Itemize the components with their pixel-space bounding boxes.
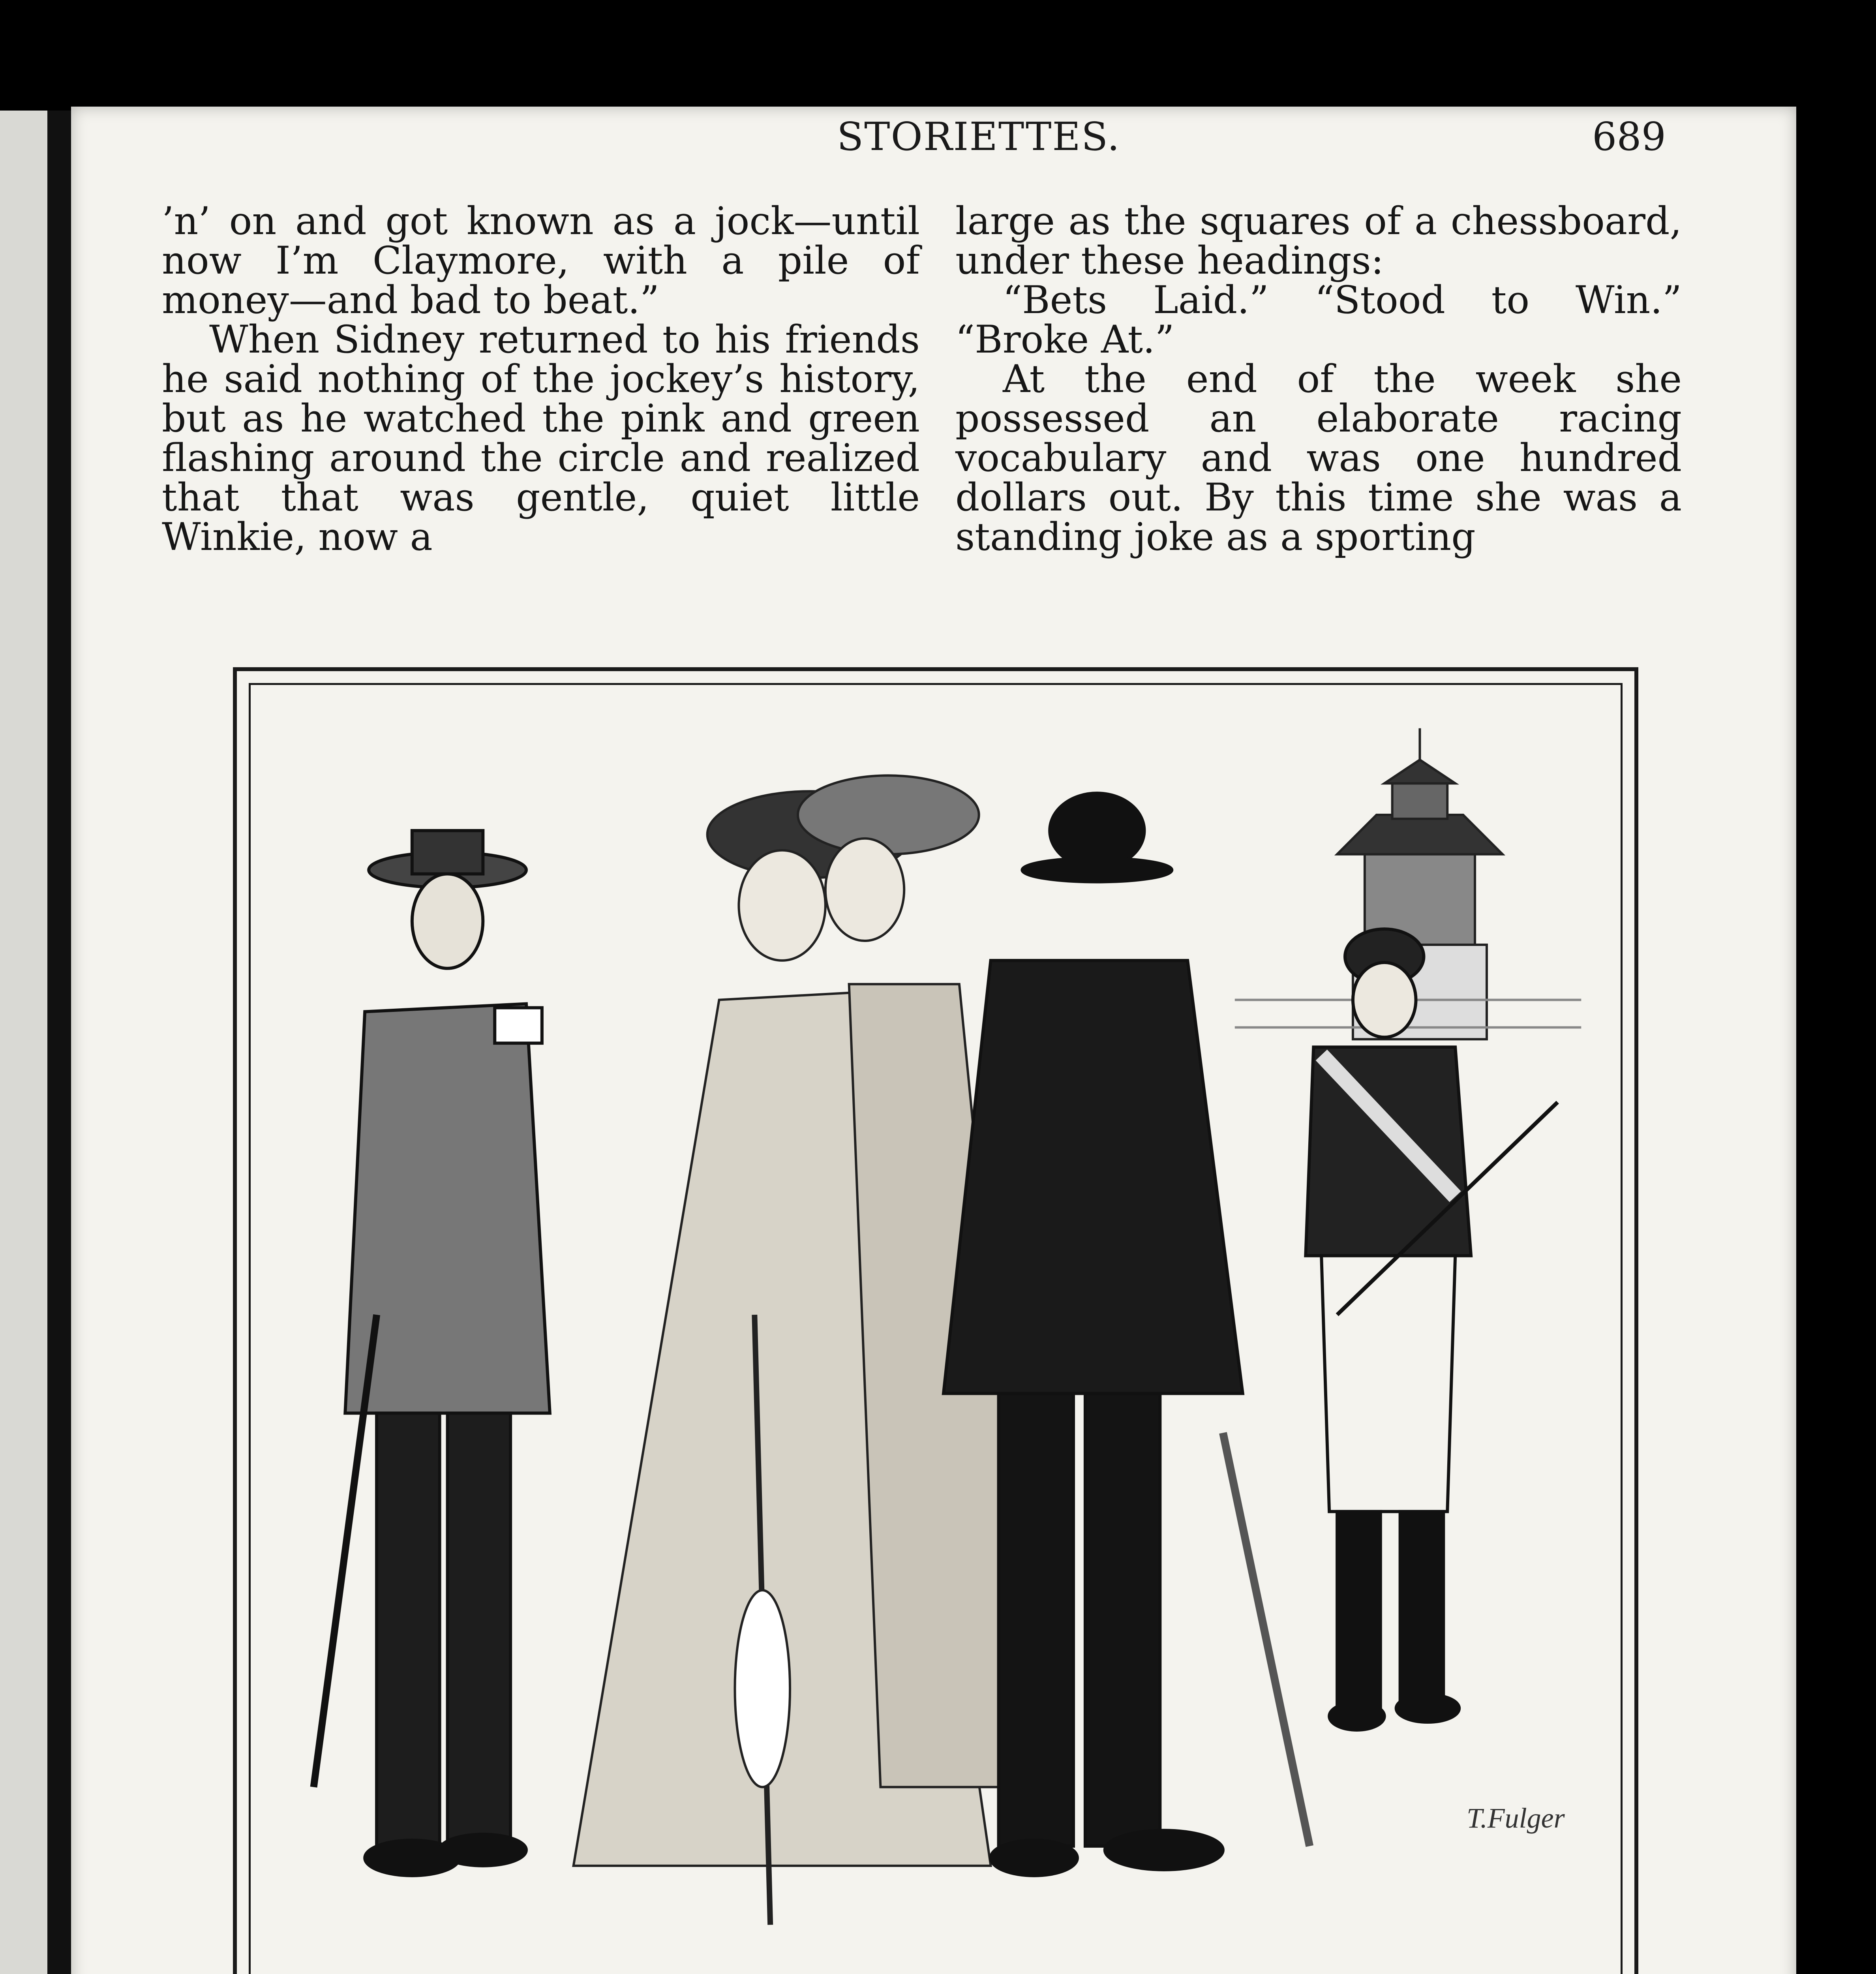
paragraph: At the end of the week she possessed an elaborate racing vocabulary and was one hundred dollars out. By this time she was a standing joke as a sporting <box>955 357 1682 559</box>
top-right-column <box>955 201 1682 636</box>
gutter-shadow <box>47 111 71 1974</box>
running-title: STORIETTES. <box>837 114 1120 159</box>
paragraph: When Sidney returned to his friends he said nothing of the jockey’s history, but as he watched the pink and green flashing around the circle and realized that that was gentle, quiet little Winkie, now a <box>162 317 920 559</box>
paragraph: “Bets Laid.” “Stood to Win.” “Broke At.” <box>955 278 1682 362</box>
page-number: 689 <box>1592 114 1666 159</box>
paragraph: large as the squares of a chessboard, under these headings: <box>955 199 1682 283</box>
running-head <box>166 114 1666 166</box>
illustration-plate <box>233 667 1638 1974</box>
artist-signature: T.Fulger <box>1467 1802 1565 1834</box>
racetrack-illustration <box>251 685 1621 1974</box>
top-left-column <box>162 201 920 636</box>
paragraph: ’n’ on and got known as a jock—until now I’m Claymore, with a pile of money—and bad to beat.” <box>162 199 920 322</box>
illustration-inner-border <box>249 683 1623 1974</box>
